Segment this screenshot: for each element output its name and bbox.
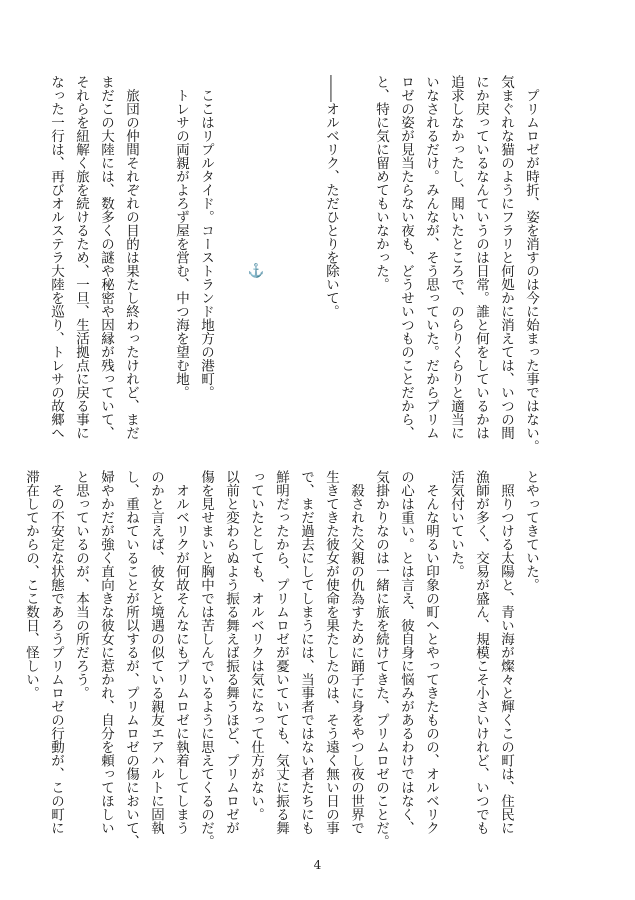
text-line: 婦やかだが強く直向きな彼女に惹かれ、自分を頼ってほしい xyxy=(98,470,114,835)
text-line: のかと言えば、彼女と境遇の似ている親友エアハルトに固執 xyxy=(148,470,164,835)
text-line: っていたとしても、オルベリクは気になって仕方がない。 xyxy=(248,470,264,821)
text-line xyxy=(293,75,318,465)
text-line: と思っているのが、本当の所だろう。 xyxy=(73,470,89,700)
text-line: ロゼの姿が見当たらない夜も、どうせいつものことだから、 xyxy=(398,75,414,440)
text-line: いなされるだけ。みんなが、そう思っていた。だからプリム xyxy=(423,75,439,440)
text-line: プリムロゼが時折、姿を消すのは今に始まった事ではない。 xyxy=(523,75,539,453)
text-line: 傷を見せまいと胸中では苦しんでいるように思えてくるのだ。 xyxy=(198,470,214,848)
text-line: 滞在してからの、ここ数日、怪しい。 xyxy=(23,470,39,700)
text-line: 追求しなかったし、聞いたところで、のらりくらりと適当に xyxy=(448,75,464,440)
text-line: ――オルベリク、ただひとりを除いて。 xyxy=(323,75,339,318)
text-line: 照りつける太陽と、青い海が燦々と輝くこの町は、住民に xyxy=(498,470,514,835)
text-line: なった一行は、再びオルステラ大陸を巡り、トレサの故郷へ xyxy=(48,75,64,440)
text-line xyxy=(218,75,243,465)
text-line: その不安定な状態であろうプリムロゼの行動が、この町に xyxy=(48,470,64,835)
text-line: 旅団の仲間それぞれの目的は果たし終わったけれど、まだ xyxy=(123,75,139,440)
text-line: し、重ねていることが所以するが、プリムロゼの傷において、 xyxy=(123,470,139,848)
text-line: 漁師が多く、交易が盛ん、規模こそ小さいけれど、いつでも xyxy=(473,470,489,835)
text-line: まだこの大陸には、数多くの謎や秘密や因縁が残っていて、 xyxy=(98,75,114,440)
text-line: 鮮明だったから、プリムロゼが憂いていても、気丈に振る舞 xyxy=(273,470,289,835)
anchor-divider-icon: ⚓ xyxy=(248,261,264,279)
text-line: にか戻っているなんていうのは日常。誰と何をしているかは xyxy=(473,75,489,440)
text-line: の心は重い。とは言え、彼自身に悩みがあるわけではなく、 xyxy=(398,470,414,835)
text-line: 活気付いていた。 xyxy=(448,470,464,578)
text-line: 気掛かりなのは一緒に旅を続けてきた、プリムロゼのことだ。 xyxy=(373,470,389,848)
text-line: それらを紐解く旅を続けるため、一旦、生活拠点に戻る事に xyxy=(73,75,89,440)
text-line: で、まだ過去にしてしまうには、当事者ではない者たちにも xyxy=(298,470,314,835)
text-line: 以前と変わらぬよう振る舞えば振る舞うほど、プリムロゼが xyxy=(223,470,239,835)
text-column-lower xyxy=(23,470,543,855)
text-line: 生きてきた彼女が使命を果たしたのは、そう遠く無い日の事 xyxy=(323,470,339,835)
text-line: ここはリプルタイド。コーストランド地方の港町。 xyxy=(198,75,214,399)
page-number: 4 xyxy=(313,858,322,872)
text-line: トレサの両親がよろず屋を営む、中つ海を望む地。 xyxy=(173,75,189,399)
text-column-upper xyxy=(48,75,543,465)
text-line: そんな明るい印象の町へとやってきたものの、オルベリク xyxy=(423,470,439,835)
text-line: とやってきていた。 xyxy=(523,470,539,592)
text-line: 気まぐれな猫のようにフラリと何処かに消えては、いつの間 xyxy=(498,75,514,440)
text-line xyxy=(143,75,168,465)
text-line xyxy=(268,75,293,465)
text-line: 殺された父親の仇為すために踊子に身をやつし夜の世界で xyxy=(348,470,364,835)
text-line: と、特に気に留めてもいなかった。 xyxy=(373,75,389,291)
text-line: オルベリクが何故そんなにもプリムロゼに執着してしまう xyxy=(173,470,189,835)
text-line xyxy=(343,75,368,465)
